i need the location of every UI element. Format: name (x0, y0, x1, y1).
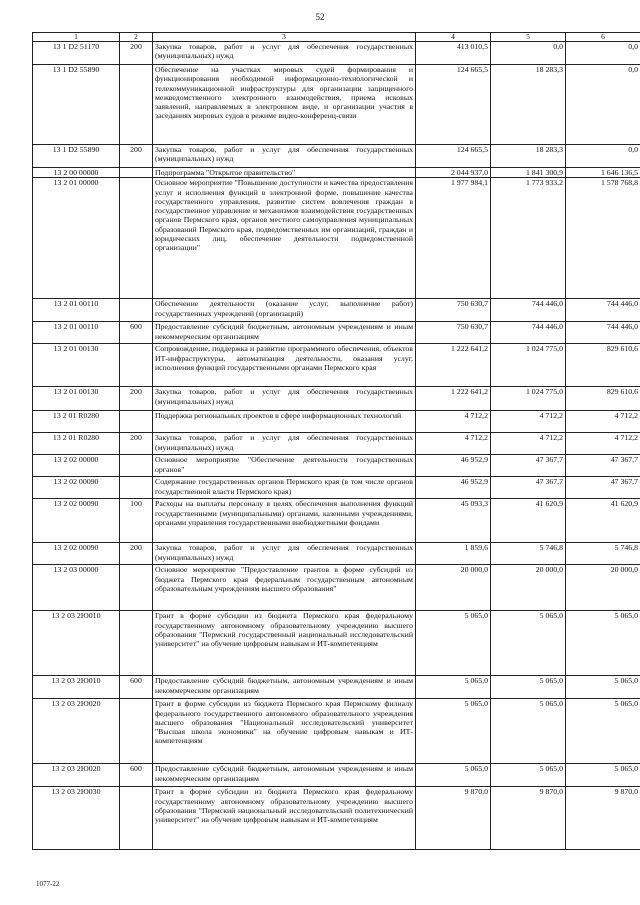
row-code: 13 2 01 00000 (33, 178, 120, 299)
row-value-2025: 20 000,0 (566, 565, 640, 611)
row-expense-type: 600 (120, 676, 153, 699)
row-expense-type (120, 65, 153, 145)
row-value-2023: 124 665,5 (416, 65, 491, 145)
row-description: Закупка товаров, работ и услуг для обеспечения государственных (муниципальных) нужд (153, 42, 416, 65)
row-expense-type: 600 (120, 764, 153, 787)
row-expense-type (120, 565, 153, 611)
table-row (33, 145, 640, 168)
table-row (33, 65, 640, 145)
row-code: 13 2 03 2Ю030 (33, 787, 120, 850)
row-value-2025: 47 367,7 (566, 477, 640, 499)
row-value-2023: 413 010,5 (416, 42, 491, 65)
row-value-2024: 1 773 933,2 (491, 178, 566, 299)
row-value-2024: 47 367,7 (491, 455, 566, 477)
row-value-2023: 45 093,3 (416, 499, 491, 543)
row-value-2023: 20 000,0 (416, 565, 491, 611)
row-value-2023: 2 044 937,0 (416, 168, 491, 178)
row-code: 13 2 02 00090 (33, 543, 120, 565)
row-description: Предоставление субсидий бюджетным, автономным учреждениям и иным некоммерческим организациям (153, 676, 416, 699)
row-value-2024: 18 283,3 (491, 145, 566, 168)
column-header-3: 3 (153, 33, 416, 42)
row-value-2025: 0,0 (566, 65, 640, 145)
row-code: 13 2 03 2Ю010 (33, 676, 120, 699)
row-expense-type: 600 (120, 322, 153, 344)
table-row (33, 299, 640, 322)
row-code: 13 2 01 R0280 (33, 411, 120, 433)
row-value-2023: 46 952,9 (416, 477, 491, 499)
row-value-2025: 0,0 (566, 145, 640, 168)
row-code: 13 2 00 00000 (33, 168, 120, 178)
row-code: 13 2 01 R0280 (33, 433, 120, 455)
row-code: 13 2 03 2Ю020 (33, 764, 120, 787)
row-value-2025: 5 065,0 (566, 699, 640, 764)
row-code: 13 1 D2 55890 (33, 145, 120, 168)
row-description: Основное мероприятие "Повышение доступности и качества предоставления услуг и исполнения функций в электронной форме, повышение качества государственного управления, развитие систем вовлечения граждан в государственное управление и механизмов взаимодействия государственных органов Пермского края, органов местного самоуправления муниципальных образований Пермского края, подведомственных им организаций, граждан и юридических лиц, обеспечение деятельности подведомственной организации" (153, 178, 416, 299)
table-row (33, 676, 640, 699)
row-value-2024: 5 065,0 (491, 699, 566, 764)
row-value-2025: 1 578 768,8 (566, 178, 640, 299)
row-description: Предоставление субсидий бюджетным, автономным учреждениям и иным некоммерческим организациям (153, 764, 416, 787)
row-value-2023: 750 630,7 (416, 322, 491, 344)
row-value-2024: 18 283,3 (491, 65, 566, 145)
table-row (33, 543, 640, 565)
row-value-2025: 5 746,8 (566, 543, 640, 565)
row-code: 13 2 01 00110 (33, 299, 120, 322)
row-value-2025: 5 065,0 (566, 611, 640, 676)
row-description: Грант в форме субсидии из бюджета Пермского края федеральному государственному автономному образовательному учреждению высшего образования "Пермский национальный исследовательский политехнический университет" на обучение цифровым навыкам и ИТ-компетенциям (153, 787, 416, 850)
row-expense-type: 200 (120, 387, 153, 411)
row-code: 13 2 03 2Ю010 (33, 611, 120, 676)
row-value-2025: 829 610,6 (566, 387, 640, 411)
row-value-2025: 47 367,7 (566, 455, 640, 477)
row-value-2024: 4 712,2 (491, 433, 566, 455)
row-value-2023: 5 065,0 (416, 611, 491, 676)
row-value-2024: 47 367,7 (491, 477, 566, 499)
row-value-2023: 1 222 641,2 (416, 387, 491, 411)
row-expense-type (120, 299, 153, 322)
row-value-2024: 1 024 775,0 (491, 387, 566, 411)
row-value-2025: 829 610,6 (566, 344, 640, 387)
row-expense-type (120, 168, 153, 178)
row-description: Сопровождение, поддержка и развитие программного обеспечения, объектов ИТ-инфраструктуры, автоматизация деятельности, оказания услуг, исполнения функций государственными органами Пермского края (153, 344, 416, 387)
table-row (33, 699, 640, 764)
table-row (33, 477, 640, 499)
row-description: Закупка товаров, работ и услуг для обеспечения государственных (муниципальных) нужд (153, 145, 416, 168)
row-value-2023: 4 712,2 (416, 411, 491, 433)
column-header-5: 5 (491, 33, 566, 42)
row-description: Поддержка региональных проектов в сфере информационных технологий (153, 411, 416, 433)
row-value-2024: 5 065,0 (491, 676, 566, 699)
row-code: 13 2 01 00130 (33, 344, 120, 387)
table-row (33, 387, 640, 411)
row-value-2025: 4 712,2 (566, 433, 640, 455)
row-value-2025: 744 446,0 (566, 322, 640, 344)
row-description: Закупка товаров, работ и услуг для обеспечения государственных (муниципальных) нужд (153, 543, 416, 565)
row-description: Содержание государственных органов Пермского края (в том числе органов государственной власти Пермского края) (153, 477, 416, 499)
row-description: Основное мероприятие "Предоставление грантов в форме субсидий из бюджета Пермского края федеральным государственным автономным образовательным учреждениям высшего образования" (153, 565, 416, 611)
row-value-2024: 41 620,9 (491, 499, 566, 543)
row-value-2023: 124 665,5 (416, 145, 491, 168)
row-code: 13 2 01 00130 (33, 387, 120, 411)
row-value-2023: 1 859,6 (416, 543, 491, 565)
row-value-2025: 1 646 136,5 (566, 168, 640, 178)
table-row (33, 499, 640, 543)
row-description: Закупка товаров, работ и услуг для обеспечения государственных (муниципальных) нужд (153, 433, 416, 455)
table-row (33, 168, 640, 178)
row-description: Расходы на выплаты персоналу в целях обеспечения выполнения функций государственными (муниципальными) органами, казенными учреждениями, органами управления государственными внебюджетными фондами (153, 499, 416, 543)
row-code: 13 1 D2 51170 (33, 42, 120, 65)
row-expense-type: 200 (120, 145, 153, 168)
column-header-4: 4 (416, 33, 491, 42)
header-row (33, 33, 640, 42)
row-expense-type: 200 (120, 543, 153, 565)
table-row (33, 611, 640, 676)
row-expense-type (120, 455, 153, 477)
column-header-6: 6 (566, 33, 640, 42)
row-description: Закупка товаров, работ и услуг для обеспечения государственных (муниципальных) нужд (153, 387, 416, 411)
row-value-2024: 744 446,0 (491, 299, 566, 322)
table-row (33, 455, 640, 477)
row-code: 13 2 03 2Ю020 (33, 699, 120, 764)
row-value-2023: 9 870,0 (416, 787, 491, 850)
row-value-2025: 5 065,0 (566, 676, 640, 699)
row-expense-type (120, 787, 153, 850)
row-value-2025: 9 870,0 (566, 787, 640, 850)
column-header-1: 1 (33, 33, 120, 42)
row-code: 13 2 02 00000 (33, 455, 120, 477)
row-value-2023: 5 065,0 (416, 699, 491, 764)
row-expense-type (120, 178, 153, 299)
table-row (33, 565, 640, 611)
row-value-2024: 9 870,0 (491, 787, 566, 850)
table-row (33, 787, 640, 850)
row-value-2024: 0,0 (491, 42, 566, 65)
row-value-2024: 1 841 300,9 (491, 168, 566, 178)
table-row (33, 344, 640, 387)
row-value-2023: 1 222 641,2 (416, 344, 491, 387)
page-number: 52 (315, 12, 325, 22)
row-value-2023: 750 630,7 (416, 299, 491, 322)
row-value-2023: 4 712,2 (416, 433, 491, 455)
row-code: 13 2 02 00090 (33, 477, 120, 499)
row-expense-type: 200 (120, 42, 153, 65)
table-row (33, 764, 640, 787)
row-code: 13 2 02 00090 (33, 499, 120, 543)
row-description: Подпрограмма "Открытое правительство" (153, 168, 416, 178)
row-value-2024: 20 000,0 (491, 565, 566, 611)
row-expense-type (120, 477, 153, 499)
row-value-2025: 41 620,9 (566, 499, 640, 543)
row-value-2024: 4 712,2 (491, 411, 566, 433)
row-description: Обеспечение деятельности (оказание услуг, выполнение работ) государственных учреждений (организаций) (153, 299, 416, 322)
row-value-2024: 1 024 775,0 (491, 344, 566, 387)
column-header-2: 2 (120, 33, 153, 42)
row-description: Грант в форме субсидии из бюджета Пермского края федеральному государственному автономному образовательному учреждению высшего образования "Пермский государственный национальный исследовательский университет" на обучение цифровым навыкам и ИТ-компетенциям (153, 611, 416, 676)
row-value-2023: 5 065,0 (416, 676, 491, 699)
row-value-2025: 744 446,0 (566, 299, 640, 322)
row-expense-type: 100 (120, 499, 153, 543)
row-code: 13 2 01 00110 (33, 322, 120, 344)
row-code: 13 1 D2 55890 (33, 65, 120, 145)
row-value-2023: 46 952,9 (416, 455, 491, 477)
row-description: Обеспечение на участках мировых судей формирования и функционирования необходимой информационно-технологической и телекоммуникационной инфраструктуры для организации защищенного межведомственного электронного взаимодействия, приема исковых заявлений, направляемых в электронном виде, и организации участия в заседаниях мировых судов в режиме видео-конференц-связи (153, 65, 416, 145)
budget-table (32, 32, 640, 850)
row-expense-type: 200 (120, 433, 153, 455)
table-row (33, 178, 640, 299)
table-row (33, 411, 640, 433)
table-row (33, 433, 640, 455)
row-value-2024: 5 065,0 (491, 611, 566, 676)
row-value-2023: 5 065,0 (416, 764, 491, 787)
row-description: Грант в форме субсидии из бюджета Пермского края Пермскому филиалу федерального государственного автономного образовательного учреждения высшего образования "Национальный исследовательский университет "Высшая школа экономики" на обучение цифровым навыкам и ИТ-компетенциям (153, 699, 416, 764)
row-expense-type (120, 411, 153, 433)
table-row (33, 42, 640, 65)
row-description: Основное мероприятие "Обеспечение деятельности государственных органов" (153, 455, 416, 477)
row-value-2025: 5 065,0 (566, 764, 640, 787)
row-value-2025: 4 712,2 (566, 411, 640, 433)
row-value-2024: 744 446,0 (491, 322, 566, 344)
footer-doc-code: 1077-22 (36, 880, 60, 888)
row-value-2024: 5 065,0 (491, 764, 566, 787)
row-value-2023: 1 977 984,1 (416, 178, 491, 299)
row-expense-type (120, 344, 153, 387)
row-value-2024: 5 746,8 (491, 543, 566, 565)
row-description: Предоставление субсидий бюджетным, автономным учреждениям и иным некоммерческим организациям (153, 322, 416, 344)
row-expense-type (120, 699, 153, 764)
row-value-2025: 0,0 (566, 42, 640, 65)
table-row (33, 322, 640, 344)
row-expense-type (120, 611, 153, 676)
row-code: 13 2 03 00000 (33, 565, 120, 611)
